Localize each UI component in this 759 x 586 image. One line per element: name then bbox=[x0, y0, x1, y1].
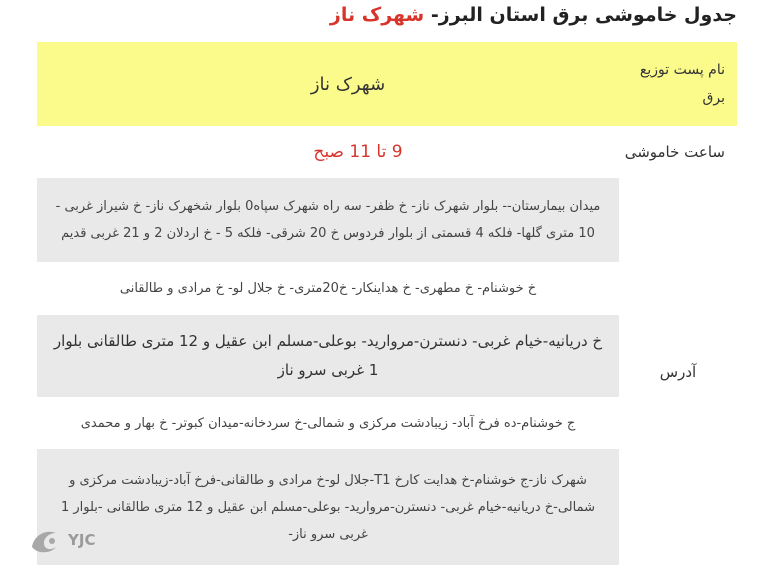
title-city: شهرک ناز bbox=[329, 4, 425, 26]
station-row bbox=[37, 42, 737, 126]
yjc-watermark bbox=[28, 525, 95, 555]
address-label: آدرس bbox=[619, 178, 737, 565]
station-value: شهرک ناز bbox=[37, 42, 619, 126]
page-title bbox=[330, 4, 737, 26]
address-area-5: شهرک ناز-ج خوشنام-خ هدایت کارخ T1-جلال لو-خ مرادی و طالقانی-فرخ آباد-زیبادشت مرکزی و شمالی-خ دریانیه-خیام غربی- دنسترن-مروارید- بوعلی-مسلم ابن عقیل و 12 متری طالقانی -بلوار 1 غربی سرو ناز- bbox=[37, 449, 619, 565]
address-row bbox=[37, 178, 737, 262]
yjc-logo-icon bbox=[28, 525, 62, 555]
address-area-2: خ خوشنام- خ مطهری- خ هداینکار- خ20متری- خ جلال لو- خ مرادی و طالقانی bbox=[37, 262, 619, 315]
time-label: ساعت خاموشی bbox=[619, 126, 737, 178]
address-area-3: خ دریانیه-خیام غربی- دنسترن-مروارید- بوعلی-مسلم ابن عقیل و 12 متری طالقانی بلوار 1 غربی سرو ناز bbox=[37, 315, 619, 397]
time-row bbox=[37, 126, 737, 178]
outage-table bbox=[37, 42, 737, 565]
time-value: 9 تا 11 صبح bbox=[37, 126, 619, 178]
address-area-1: میدان بیمارستان-- بلوار شهرک ناز- خ ظفر- سه راه شهرک سپاه0 بلوار شخهرک ناز- خ شیراز غربی - 10 متری گلها- فلکه 4 قسمتی از بلوار فردوس خ 20 شرقی- فلکه 5 - خ اردلان 2 و 21 غربی قدیم bbox=[37, 178, 619, 262]
watermark-text: YJC bbox=[68, 531, 96, 549]
station-label: نام پست توزیع برق bbox=[619, 42, 737, 126]
title-prefix: جدول خاموشی برق استان البرز- bbox=[424, 4, 737, 26]
address-area-4: ج خوشنام-ده فرخ آباد- زیبادشت مرکزی و شمالی-خ سردخانه-میدان کبوتر- خ بهار و محمدی bbox=[37, 397, 619, 449]
